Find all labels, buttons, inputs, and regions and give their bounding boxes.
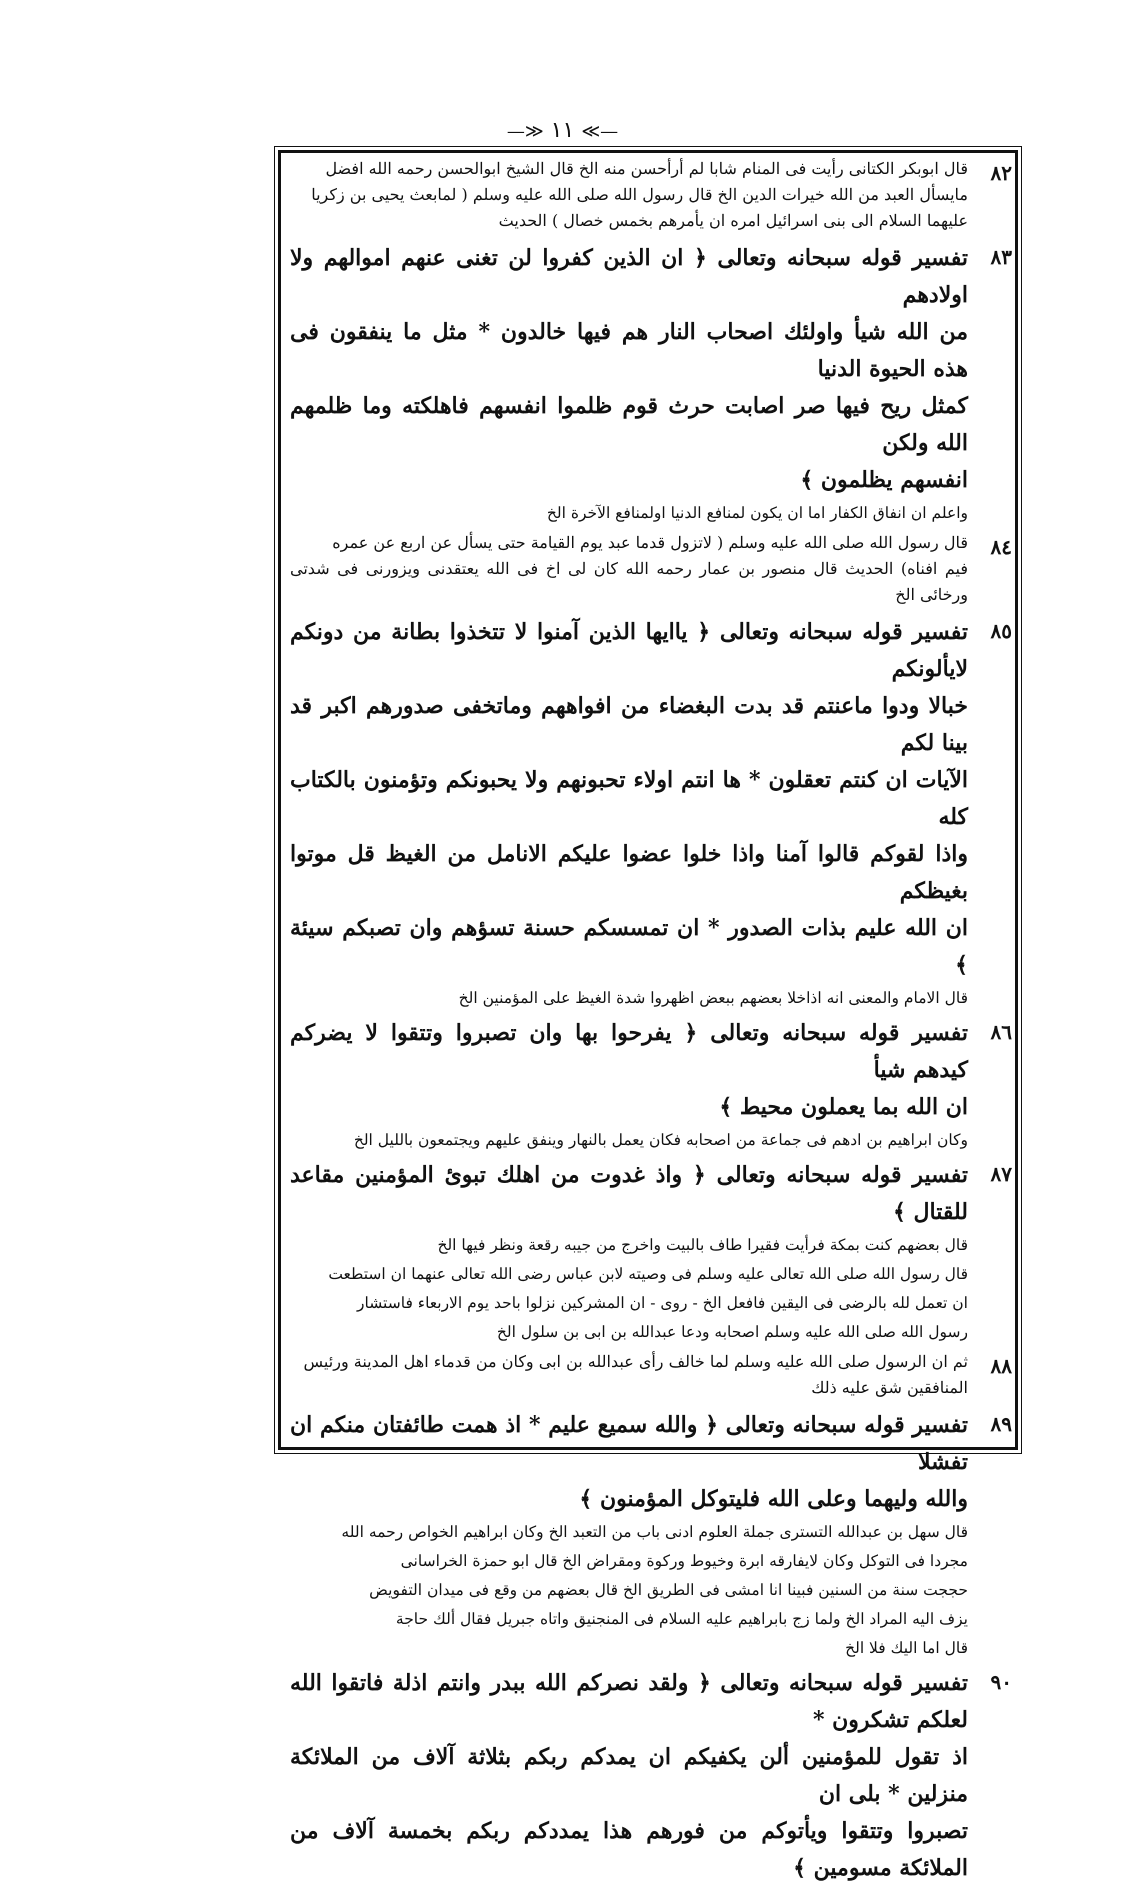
verse-line: تصبروا وتتقوا ويأتوكم من فورهم هذا يمددكم ربكم بخمسة آلاف من الملائكة مسومين ﴾	[290, 1818, 968, 1881]
entry-body	[290, 530, 968, 608]
entry-number: ٩٠	[990, 1670, 1012, 1694]
entry-body	[290, 1349, 968, 1401]
entry-body	[290, 1407, 968, 1665]
commentary-line: قال رسول الله صلى الله تعالى عليه وسلم فى وصيته لابن عباس رضى الله تعالى عنهما ان استطعت	[328, 1265, 968, 1283]
entry-body	[290, 1157, 968, 1349]
note-line: فيم افناه) الحديث قال منصور بن عمار رحمه الله كان لى اخ فى الله يعتقدنى ويزورنى فى شدتى ورخائى الخ	[290, 559, 968, 604]
commentary-line: قال اما اليك فلا الخ	[845, 1639, 968, 1657]
commentary-line: واعلم ان انفاق الكفار اما ان يكون لمنافع الدنيا اولمنافع الآخرة الخ	[546, 504, 968, 522]
entry-number: ٨٧	[990, 1162, 1012, 1186]
page-number: ١١	[550, 118, 575, 143]
entry-number: ٨٨	[990, 1354, 1012, 1378]
entry-83	[290, 240, 1012, 530]
note-line: قال رسول الله صلى الله عليه وسلم ( لاتزول قدما عبد يوم القيامة حتى يسأل عن اربع عن عمره	[332, 533, 968, 552]
entry-number: ٨٤	[990, 535, 1012, 559]
verse-line: تفسير قوله سبحانه وتعالى ﴿ يفرحوا بها وان تصبروا وتتقوا لا يضركم كيدهم شيأ	[290, 1020, 968, 1083]
header-ornament-right: ≪—	[581, 121, 619, 142]
entry-84	[290, 530, 1012, 608]
header-ornament-left: —≫	[506, 121, 544, 142]
verse-line: الآيات ان كنتم تعقلون * ها انتم اولاء تحبونهم ولا يحبونكم وتؤمنون بالكتاب كله	[290, 767, 968, 830]
commentary-line: حججت سنة من السنين فبينا انا امشى فى الطريق الخ قال بعضهم من وقع فى ميدان التفويض	[369, 1581, 968, 1599]
note-line: المنافقين شق عليه ذلك	[811, 1378, 968, 1397]
note-line: مايسأل العبد من الله خيرات الدين الخ قال رسول الله صلى الله عليه وسلم ( لمابعث يحيى بن زكريا	[311, 185, 968, 204]
commentary-line: وكان ابراهيم بن ادهم فى جماعة من اصحابه فكان يعمل بالنهار وينفق عليهم ويجتمعون بالليل الخ	[353, 1131, 968, 1149]
commentary-line: ان تعمل لله بالرضى فى اليقين فافعل الخ - روى - ان المشركين نزلوا باحد يوم الاربعاء فاستشار	[357, 1294, 968, 1312]
verse-line: تفسير قوله سبحانه وتعالى ﴿ ياايها الذين آمنوا لا تتخذوا بطانة من دونكم لايألونكم	[290, 619, 968, 682]
verse-line: من الله شيأ واولئك اصحاب النار هم فيها خالدون * مثل ما ينفقون فى هذه الحيوة الدنيا	[290, 319, 968, 382]
entry-88	[290, 1349, 1012, 1401]
verse-line: واذا لقوكم قالوا آمنا واذا خلوا عضوا عليكم الانامل من الغيظ قل موتوا بغيظكم	[290, 841, 968, 904]
entry-body	[290, 614, 968, 1015]
verse-line: ان الله عليم بذات الصدور * ان تمسسكم حسنة تسؤهم وان تصبكم سيئة ﴾	[290, 915, 968, 978]
commentary-line: يزف اليه المراد الخ ولما زج بابراهيم عليه السلام فى المنجنيق واتاه جبريل فقال ألك حاجة	[395, 1610, 968, 1628]
verse-line: ان الله بما يعملون محيط ﴾	[719, 1094, 968, 1120]
page-header	[0, 118, 1125, 143]
commentary-line: قال سهل بن عبدالله التسترى جملة العلوم ادنى باب من التعبد الخ وكان ابراهيم الخواص رحمه الله	[341, 1523, 968, 1541]
note-line: قال ابوبكر الكتانى رأيت فى المنام شابا لم أرأحسن منه الخ قال الشيخ ابوالحسن رحمه الله افضل	[325, 159, 968, 178]
entry-number: ٨٩	[990, 1412, 1012, 1436]
entry-82	[290, 156, 1012, 234]
verse-line: والله وليهما وعلى الله فليتوكل المؤمنون ﴾	[579, 1486, 968, 1512]
entry-number: ٨٢	[990, 161, 1012, 185]
verse-line: انفسهم يظلمون ﴾	[800, 467, 968, 493]
verse-line: كمثل ريح فيها صر اصابت حرث قوم ظلموا انفسهم فاهلكته وما ظلمهم الله ولكن	[290, 393, 968, 456]
note-line: عليهما السلام الى بنى اسرائيل امره ان يأمرهم بخمس خصال ) الحديث	[498, 211, 968, 230]
entry-89	[290, 1407, 1012, 1665]
commentary-line: قال الامام والمعنى انه اذاخلا بعضهم ببعض اظهروا شدة الغيظ على المؤمنين الخ	[458, 989, 968, 1007]
entry-86	[290, 1015, 1012, 1157]
commentary-line: مجردا فى التوكل وكان لايفارقه ابرة وخيوط وركوة ومقراض الخ قال ابو حمزة الخراسانى	[400, 1552, 968, 1570]
verse-line: تفسير قوله سبحانه وتعالى ﴿ واذ غدوت من اهلك تبوئ المؤمنين مقاعد للقتال ﴾	[290, 1162, 968, 1225]
verse-line: تفسير قوله سبحانه وتعالى ﴿ ان الذين كفروا لن تغنى عنهم اموالهم ولا اولادهم	[290, 245, 968, 308]
entry-number: ٨٣	[990, 245, 1012, 269]
entry-number: ٨٦	[990, 1020, 1012, 1044]
entry-number: ٨٥	[990, 619, 1012, 643]
verse-line: تفسير قوله سبحانه وتعالى ﴿ والله سميع عليم * اذ همت طائفتان منكم ان تفشلا	[290, 1412, 968, 1475]
entry-body	[290, 240, 968, 530]
entry-87	[290, 1157, 1012, 1349]
page-content	[290, 156, 1012, 1887]
commentary-line: قال بعضهم كنت بمكة فرأيت فقيرا طاف بالبيت واخرج من جيبه رقعة ونظر فيها الخ	[437, 1236, 968, 1254]
entry-90	[290, 1665, 1012, 1887]
entry-body	[290, 156, 968, 234]
entry-body	[290, 1665, 968, 1887]
verse-line: اذ تقول للمؤمنين ألن يكفيكم ان يمدكم ربكم بثلاثة آلاف من الملائكة منزلين * بلى ان	[290, 1744, 968, 1807]
verse-line: تفسير قوله سبحانه وتعالى ﴿ ولقد نصركم الله ببدر وانتم اذلة فاتقوا الله لعلكم تشكرون *	[290, 1670, 968, 1733]
entry-body	[290, 1015, 968, 1157]
verse-line: خبالا ودوا ماعنتم قد بدت البغضاء من افواههم وماتخفى صدورهم اكبر قد بينا لكم	[290, 693, 968, 756]
note-line: ثم ان الرسول صلى الله عليه وسلم لما خالف رأى عبدالله بن ابى وكان من قدماء اهل المدينة ورئيس	[303, 1352, 968, 1371]
entry-85	[290, 614, 1012, 1015]
commentary-line: رسول الله صلى الله عليه وسلم اصحابه ودعا عبدالله بن ابى بن سلول الخ	[496, 1323, 968, 1341]
